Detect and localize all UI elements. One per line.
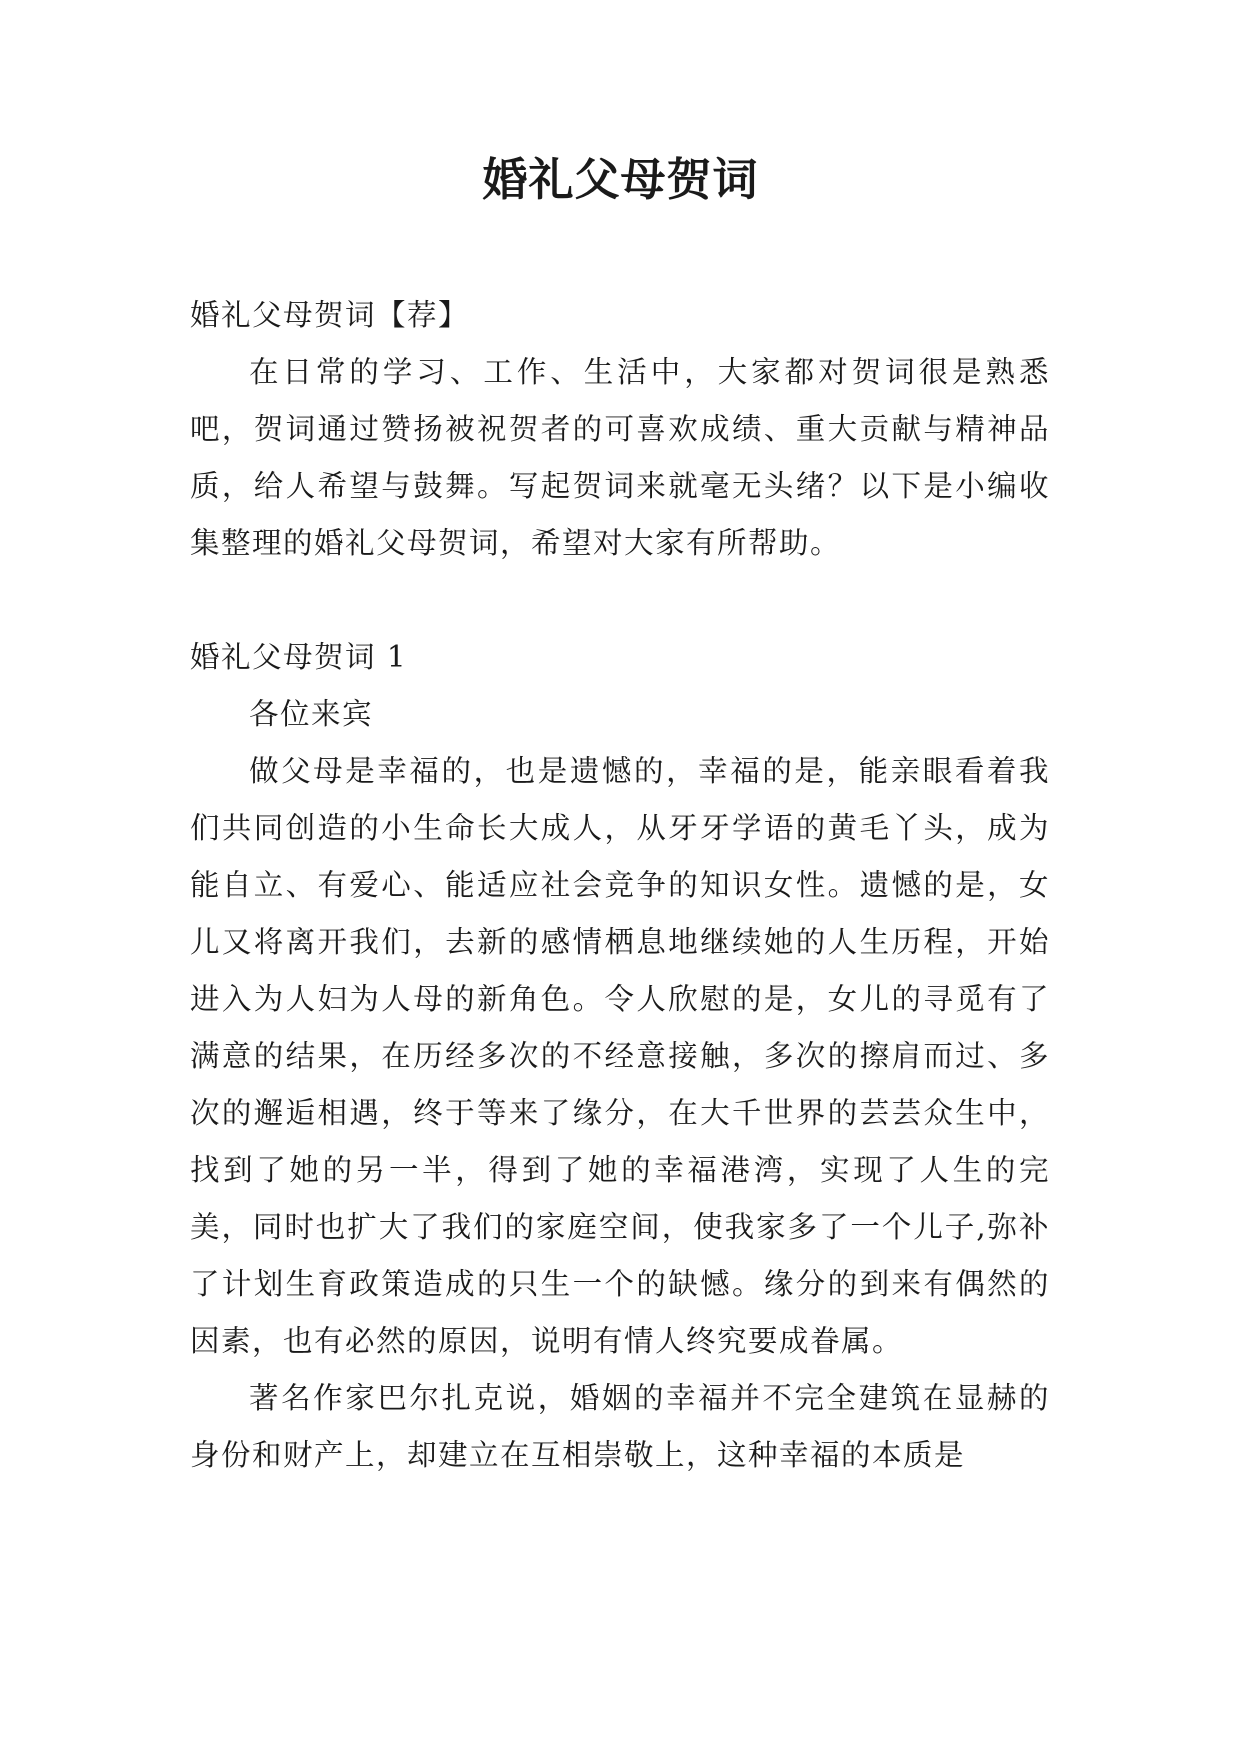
intro-paragraph: 在日常的学习、工作、生活中，大家都对贺词很是熟悉吧，贺词通过赞扬被祝贺者的可喜欢成绩、重大贡献与精神品质，给人希望与鼓舞。写起贺词来就毫无头绪？以下是小编收集整理的婚礼父母贺词，希望对大家有所帮助。 <box>190 355 1050 560</box>
subtitle: 婚礼父母贺词【荐】 <box>190 298 470 332</box>
body-paragraph-1: 做父母是幸福的，也是遗憾的，幸福的是，能亲眼看着我们共同创造的小生命长大成人，从牙牙学语的黄毛丫头，成为能自立、有爱心、能适应社会竞争的知识女性。遗憾的是，女儿又将离开我们，去新的感情栖息地继续她的人生历程，开始进入为人妇为人母的新角色。令人欣慰的是，女儿的寻觅有了满意的结果，在历经多次的不经意接触，多次的擦肩而过、多次的邂逅相遇，终于等来了缘分，在大千世界的芸芸众生中，找到了她的另一半，得到了她的幸福港湾，实现了人生的完美，同时也扩大了我们的家庭空间，使我家多了一个儿子,弥补了计划生育政策造成的只生一个的缺憾。缘分的到来有偶然的因素，也有必然的原因，说明有情人终究要成眷属。 <box>190 754 1050 1358</box>
section-heading: 婚礼父母贺词 1 <box>190 640 408 674</box>
salutation: 各位来宾 <box>249 697 374 731</box>
document-body <box>190 287 1050 1484</box>
section-spacer <box>190 572 1050 629</box>
page-title: 婚礼父母贺词 <box>482 153 759 206</box>
body-paragraph-2: 著名作家巴尔扎克说，婚姻的幸福并不完全建筑在显赫的身份和财产上，却建立在互相崇敬上，这种幸福的本质是 <box>190 1381 1050 1472</box>
